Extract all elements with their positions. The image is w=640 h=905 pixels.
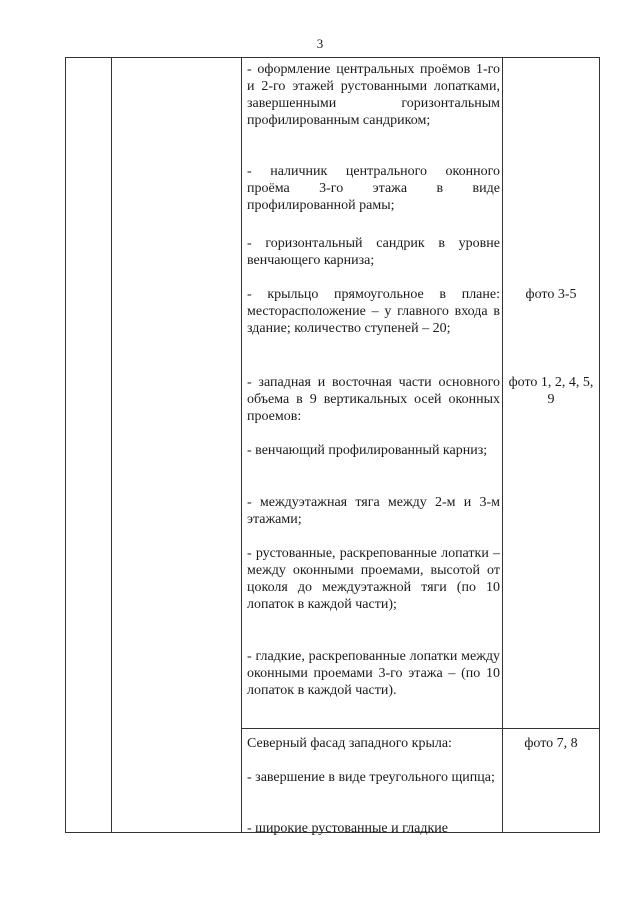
photo-reference: фото 7, 8 — [524, 736, 578, 751]
description-paragraph: - наличник центрального оконного проёма 3-го этажа в виде профилированной рамы; — [247, 164, 500, 213]
document-table — [65, 57, 600, 836]
description-paragraph: - завершение в виде треугольного щипца; — [247, 770, 495, 785]
column-divider-2 — [241, 58, 242, 832]
description-paragraph: - широкие рустованные и гладкие — [247, 821, 449, 836]
description-paragraph: - горизонтальный сандрик в уровне венчающего карниза; — [247, 236, 500, 268]
description-paragraph: - междуэтажная тяга между 2-м и 3-м этажами; — [247, 495, 500, 527]
photo-reference: фото 3-5 — [525, 287, 577, 302]
description-paragraph: - венчающий профилированный карниз; — [247, 443, 488, 458]
photo-reference: фото 1, 2, 4, 5, 9 — [508, 375, 594, 407]
description-paragraph: - крыльцо прямоугольное в плане: месторасположение – у главного входа в здание; количество ступеней – 20; — [247, 287, 500, 336]
description-paragraph: - западная и восточная части основного объема в 9 вертикальных осей оконных проемов: — [247, 375, 500, 424]
column-divider-3 — [502, 58, 503, 832]
description-paragraph: - оформление центральных проёмов 1-го и 2-го этажей рустованными лопатками, завершенными горизонтальным профилированным сандриком; — [247, 62, 500, 128]
description-paragraph: Северный фасад западного крыла: — [247, 736, 452, 751]
description-paragraph: - рустованные, раскрепованные лопатки – между оконными проемами, высотой от цоколя до междуэтажной тяги (по 10 лопаток в каждой части); — [247, 546, 500, 612]
row-divider — [241, 728, 599, 729]
column-divider-1 — [111, 58, 112, 832]
description-paragraph: - гладкие, раскрепованные лопатки между оконными проемами 3-го этажа – (по 10 лопаток в каждой части). — [247, 649, 500, 698]
page-number: 3 — [316, 36, 324, 51]
